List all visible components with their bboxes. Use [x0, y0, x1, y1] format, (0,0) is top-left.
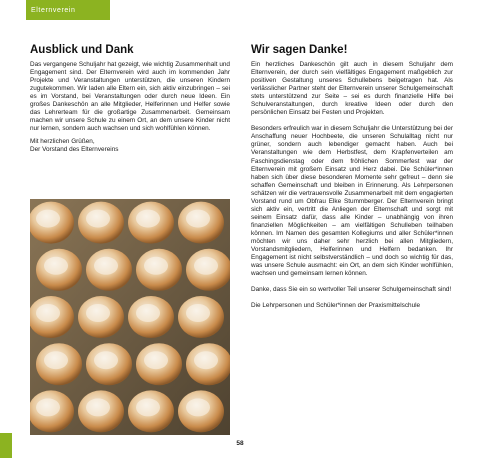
powdered-sugar-shape	[36, 210, 60, 228]
powdered-sugar-shape	[94, 257, 118, 275]
powdered-sugar-shape	[194, 257, 218, 275]
left-heading: Ausblick und Dank	[30, 44, 134, 56]
powdered-sugar-shape	[194, 351, 218, 369]
right-column	[251, 44, 453, 318]
powdered-sugar-shape	[186, 210, 210, 228]
left-greeting	[30, 138, 230, 154]
right-paragraph-3: Danke, dass Sie ein so wertvoller Teil unserer Schulgemeinschaft sind!	[251, 286, 452, 294]
right-signature: Die Lehrpersonen und Schüler*innen der Praxismittelschule	[251, 302, 421, 310]
powdered-sugar-shape	[136, 398, 160, 416]
powdered-sugar-shape	[186, 304, 210, 322]
powdered-sugar-shape	[36, 304, 60, 322]
greeting-line: Mit herzlichen Grüßen,	[30, 138, 95, 146]
powdered-sugar-shape	[86, 304, 110, 322]
powdered-sugar-shape	[136, 210, 160, 228]
left-paragraph: Das vergangene Schuljahr hat gezeigt, wie wichtig Zusammenhalt und Engagement sind. Der Elternverein wird auch im kommenden Jahr Projekte und Veranstaltungen unterstützen, die unseren Kindern zugutekommen. Wir laden alle Eltern ein, sich aktiv einzubringen – sei es im Vorstand, bei Veranstaltungen oder durch neue Ideen. Ein großes Dankeschön an alle Mitglieder, Helferinnen und Helfer sowie das Lehrerteam für die großartige Zusammenarbeit. Gemeinsam machen wir unsere Schule zu einem Ort, an dem unsere Kinder nicht nur lernen, sondern auch wachsen und sich wohlfühlen können.	[30, 61, 230, 133]
powdered-sugar-shape	[144, 351, 168, 369]
krapfen-photo	[30, 199, 230, 435]
powdered-sugar-shape	[36, 398, 60, 416]
section-tab-label: Elternverein	[31, 6, 76, 14]
right-paragraph-2: Besonders erfreulich war in diesem Schuljahr die Unterstützung bei der Anschaffung neuer Hochbeete, die unseren Schulalltag nicht nur grüner, sondern auch lebendiger gemacht haben. Auch bei Veranstaltungen wie dem Herbstfest, dem Krapfenverteilen am Faschingsdienstag oder dem fröhlichen Sommerfest war der Elternverein mit großem Einsatz und Herz dabei. Die Schüler*innen haben sich über diese besonderen Momente sehr gefreut – denn sie schaffen Gemeinschaft und bleiben in Erinnerung. Als Lehrpersonen schätzen wir die vertrauensvolle Zusammenarbeit mit dem engagierten Vorstand rund um Obfrau Elke Stummberger. Der Elternverein bringt sich aktiv ein, vertritt die Anliegen der Elternschaft und sorgt mit seinem Einsatz dafür, dass alle Kinder – unabhängig von ihren finanziellen Möglichkeiten – am vielfältigen Schulleben teilhaben können. Im Namen des gesamten Kollegiums und aller Schüler*innen möchten wir uns daher sehr herzlich bei allen Mitgliedern, Vorstandsmitgliedern, Helferinnen und Helfern bedanken. Ihr Engagement ist nicht selbstverständlich – und doch so wichtig für das, was unsere Schule ausmacht: ein Ort, an dem sich Kinder wohlfühlen, wachsen und gemeinsam lernen können.	[251, 125, 453, 278]
signature-line: Der Vorstand des Elternvereins	[30, 146, 119, 154]
page-number: 58	[236, 440, 244, 447]
section-tab	[26, 0, 110, 20]
powdered-sugar-shape	[136, 304, 160, 322]
powdered-sugar-shape	[44, 257, 68, 275]
powdered-sugar-shape	[44, 351, 68, 369]
powdered-sugar-shape	[186, 398, 210, 416]
powdered-sugar-shape	[144, 257, 168, 275]
powdered-sugar-shape	[94, 351, 118, 369]
left-column	[30, 44, 230, 161]
powdered-sugar-shape	[86, 398, 110, 416]
right-paragraph-1: Ein herzliches Dankeschön gilt auch in diesem Schuljahr dem Elternverein, der durch sein vielfältiges Engagement maßgeblich zur positiven Gestaltung unseres Schullebens beigetragen hat. Als verlässlicher Partner steht der Elternverein unserer Schulgemeinschaft stets unterstützend zur Seite – sei es durch finanzielle Hilfe bei Schulveranstaltungen, durch kreative Ideen oder durch den persönlichen Einsatz bei Festen und Projekten.	[251, 61, 453, 117]
powdered-sugar-shape	[86, 210, 110, 228]
krapfen-photo-graphic	[30, 199, 230, 435]
right-heading: Wir sagen Danke!	[251, 44, 348, 56]
